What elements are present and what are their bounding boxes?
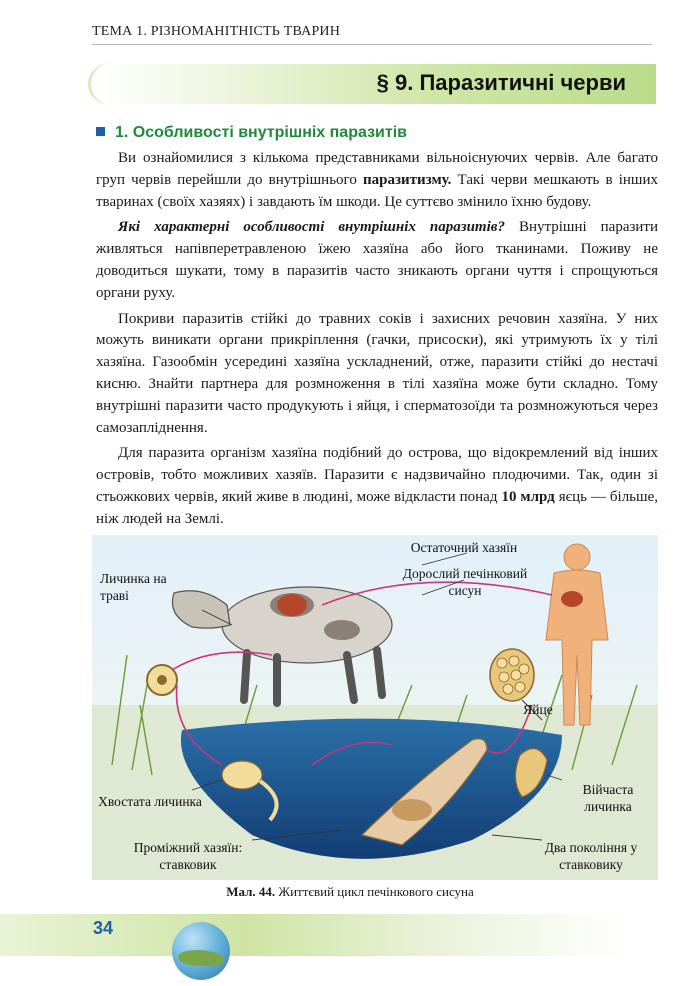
life-cycle-figure xyxy=(92,535,658,880)
header-rule xyxy=(92,44,652,45)
paragraph-3: Покриви паразитів стійкі до травних соків і захисних речовин хазяїна. У них можуть виникати органи прикріплення (гачки, присоски), які утримують їх у тілі хазяїна. Газообмін усередині хазяїна ускладнений, отже, паразити стійкі до нестачі кисню. Знайти партнера для розмноження в тілі хазяїна може бути складно. Тому внутрішні паразити часто продукують і яйця, і сперматозоїди та розмножуються через самозапліднення. xyxy=(96,310,658,436)
cow-liver xyxy=(277,594,307,616)
subsection-heading xyxy=(96,124,407,142)
page-number: 34 xyxy=(93,918,114,938)
label-ciliated-larva: Війчаста личинка xyxy=(582,782,634,814)
label-intermediate-host: Проміжний хазяїн: ставковик xyxy=(133,840,243,872)
paragraph-4: Для паразита організм хазяїна подібний до острова, що відокремлений від інших островів, тобто можливих хазяїв. Паразити є надзвичайно плодючими. Так, один зі стьожкових червів, який живе в людині, може відкласти понад 10 млрд яєць — більше, ніж людей на Землі. xyxy=(96,445,658,527)
section-band-arc xyxy=(88,62,139,106)
label-final-host: Остаточний хазяїн xyxy=(410,540,518,555)
square-bullet-icon xyxy=(96,127,105,136)
question: Які характерні особливості внутрішніх паразитів? xyxy=(118,219,505,236)
label-tailed-larva: Хвостата личинка xyxy=(98,794,202,809)
figure-number: Мал. 44. xyxy=(226,884,276,899)
section-band xyxy=(96,64,656,104)
human-liver xyxy=(561,591,583,607)
subsection-title: 1. Особливості внутрішніх паразитів xyxy=(115,124,407,141)
paragraph-2: Які характерні особливості внутрішніх паразитів? Внутрішні паразити живляться напівперетравленою їжею хазяїна або його тканинами. Поживу не доводиться шукати, тому в паразитів часто зникають органи чуття і спрощуються органи руху. xyxy=(96,219,659,301)
figure-caption-text: Життєвий цикл печінкового сисуна xyxy=(275,884,474,899)
running-head: ТЕМА 1. РІЗНОМАНІТНІСТЬ ТВАРИН xyxy=(92,24,341,39)
egg-cluster xyxy=(490,649,534,701)
label-egg: Яйце xyxy=(523,702,553,717)
egg-count: 10 млрд xyxy=(501,488,555,505)
section-title: § 9. Паразитичні черви xyxy=(376,70,626,95)
term-parasitism: паразитизму. xyxy=(362,171,452,188)
label-adult-fluke: Дорослий печінковий сисун xyxy=(402,566,528,598)
label-larva-on-grass: Личинка на траві xyxy=(100,571,167,603)
life-cycle-illustration xyxy=(92,535,658,880)
label-two-generations: Два покоління у ставковику xyxy=(544,840,638,872)
figure-caption xyxy=(0,884,700,900)
body-text xyxy=(96,148,658,531)
paragraph-1: Ви ознайомилися з кількома представниками вільноіснуючих червів. Але багато груп червів перейшли до внутрішнього паразитизму. Такі черви мешкають в інших тваринах (своїх хазяях) і завдають їм шкоди. Це суттєво змінило їхню будову. xyxy=(96,150,658,210)
globe-icon xyxy=(172,922,230,980)
